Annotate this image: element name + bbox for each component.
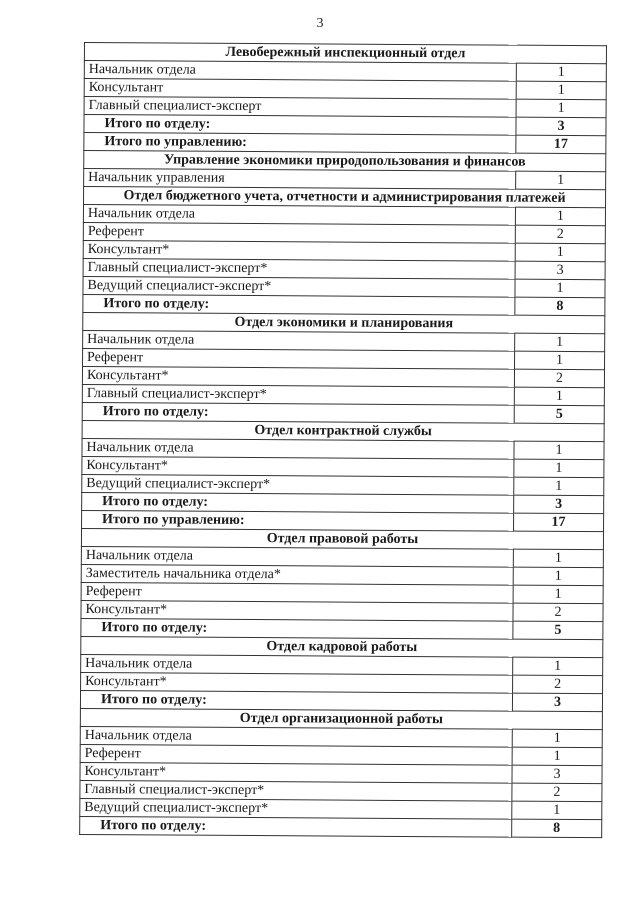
position-name: Консультант* — [82, 456, 514, 477]
position-count: 1 — [513, 657, 603, 676]
section-title: Управление экономики природопользования и финансов — [84, 151, 606, 172]
page-number: 3 — [316, 16, 324, 31]
position-count: 1 — [513, 585, 603, 604]
position-count: 1 — [514, 441, 604, 460]
position-count: 1 — [516, 171, 606, 190]
total-count: 3 — [514, 495, 604, 514]
position-count: 1 — [512, 747, 602, 766]
position-count: 1 — [515, 207, 605, 226]
position-name: Главный специалист-эксперт* — [83, 258, 515, 279]
position-name: Консультант* — [81, 600, 513, 621]
position-count: 1 — [514, 459, 604, 478]
position-count: 3 — [512, 765, 602, 784]
position-name: Консультант* — [80, 762, 512, 783]
position-name: Референт — [83, 222, 515, 243]
position-name: Начальник отдела — [81, 546, 513, 567]
position-count: 1 — [516, 63, 606, 82]
position-name: Ведущий специалист-эксперт* — [83, 276, 515, 297]
position-count: 1 — [515, 243, 605, 262]
total-count: 3 — [516, 117, 606, 136]
position-count: 2 — [515, 225, 605, 244]
total-count: 3 — [512, 693, 602, 712]
total-label: Итого по отделу: — [82, 492, 514, 513]
position-count: 1 — [513, 549, 603, 568]
position-count: 1 — [514, 387, 604, 406]
total-count: 17 — [514, 513, 604, 532]
position-name: Ведущий специалист-эксперт* — [82, 474, 514, 495]
position-name: Консультант* — [81, 672, 513, 693]
total-label: Итого по отделу: — [80, 816, 512, 837]
position-count: 1 — [512, 801, 602, 820]
position-count: 1 — [515, 333, 605, 352]
section-title: Отдел правовой работы — [81, 528, 603, 549]
section-title: Отдел организационной работы — [80, 708, 602, 729]
total-label: Итого по отделу: — [81, 618, 513, 639]
position-count: 2 — [512, 783, 602, 802]
position-name: Главный специалист-эксперт* — [82, 384, 514, 405]
section-title: Отдел кадровой работы — [81, 636, 603, 657]
total-count: 5 — [514, 405, 604, 424]
position-name: Консультант* — [82, 366, 514, 387]
position-count: 2 — [513, 675, 603, 694]
position-count: 1 — [516, 99, 606, 118]
position-name: Начальник отдела — [81, 654, 513, 675]
position-count: 2 — [514, 369, 604, 388]
position-name: Начальник отдела — [83, 330, 515, 351]
total-count: 8 — [512, 819, 602, 838]
total-count: 8 — [515, 297, 605, 316]
section-title: Отдел бюджетного учета, отчетности и администрирования платежей — [84, 187, 606, 208]
staffing-table-body — [80, 43, 607, 838]
position-name: Заместитель начальника отдела* — [81, 564, 513, 585]
total-label: Итого по отделу: — [82, 402, 514, 423]
total-count: 5 — [513, 621, 603, 640]
position-name: Начальник отдела — [80, 726, 512, 747]
position-count: 1 — [516, 81, 606, 100]
position-count: 1 — [515, 351, 605, 370]
total-count: 17 — [516, 135, 606, 154]
position-name: Начальник отдела — [82, 438, 514, 459]
position-name: Начальник управления — [84, 169, 516, 190]
position-name: Главный специалист-эксперт* — [80, 780, 512, 801]
position-name: Референт — [81, 582, 513, 603]
position-name: Консультант — [84, 79, 516, 100]
position-count: 3 — [515, 261, 605, 280]
total-row — [80, 816, 602, 837]
position-count: 1 — [512, 729, 602, 748]
total-label: Итого по отделу: — [80, 690, 512, 711]
section-title: Отдел контрактной службы — [82, 420, 604, 441]
position-name: Главный специалист-эксперт — [84, 97, 516, 118]
total-label: Итого по отделу: — [83, 294, 515, 315]
position-name: Ведущий специалист-эксперт* — [80, 798, 512, 819]
total-label: Итого по управлению: — [84, 133, 516, 154]
position-count: 1 — [514, 477, 604, 496]
position-name: Начальник отдела — [84, 61, 516, 82]
position-name: Референт — [80, 744, 512, 765]
total-label: Итого по отделу: — [84, 115, 516, 136]
position-count: 2 — [513, 603, 603, 622]
staffing-table — [79, 42, 607, 838]
position-count: 1 — [515, 279, 605, 298]
section-title: Левобережный инспекционный отдел — [84, 43, 606, 64]
position-name: Референт — [83, 348, 515, 369]
position-name: Консультант* — [83, 240, 515, 261]
section-title: Отдел экономики и планирования — [83, 312, 605, 333]
position-count: 1 — [513, 567, 603, 586]
total-label: Итого по управлению: — [82, 510, 514, 531]
position-name: Начальник отдела — [83, 205, 515, 226]
